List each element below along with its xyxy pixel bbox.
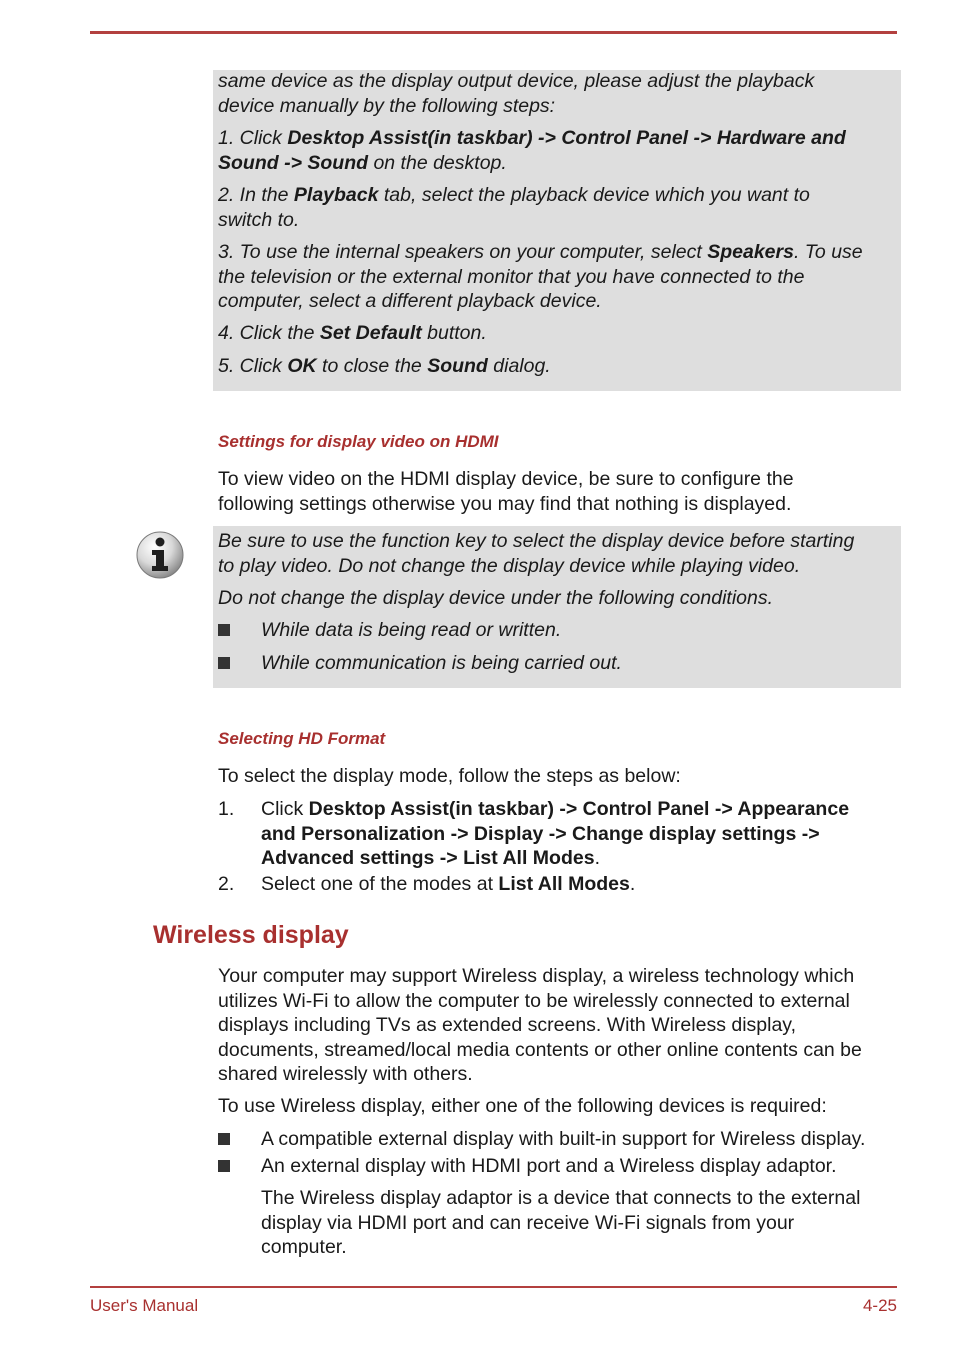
note-step-4: 4. Click the Set Default button.: [218, 322, 487, 344]
step-number: 2.: [218, 873, 235, 895]
note-paragraph: same device as the display output device, please adjust the playback device manually by the following steps:: [218, 70, 815, 117]
bullet-square: [218, 1133, 230, 1145]
bullet-square: [218, 657, 230, 669]
note-step-1: 1. Click Desktop Assist(in taskbar) -> Control Panel -> Hardware and Sound -> Sound on the desktop.: [218, 127, 846, 174]
list-item: A compatible external display with built-in support for Wireless display.: [261, 1128, 866, 1150]
section-heading-wireless-display: Wireless display: [153, 921, 349, 949]
footer-rule: [90, 1286, 897, 1288]
info-icon: [136, 531, 184, 579]
list-item: An external display with HDMI port and a Wireless display adaptor.: [261, 1155, 837, 1177]
note-step-2: 2. In the Playback tab, select the playback device which you want to switch to.: [218, 184, 810, 231]
note-paragraph: Be sure to use the function key to select the display device before starting to play video. Do not change the display device while playing video.: [218, 530, 855, 577]
note-step-5: 5. Click OK to close the Sound dialog.: [218, 355, 551, 377]
footer-page-number: 4-25: [862, 1296, 897, 1315]
footer-manual-title: User's Manual: [90, 1296, 199, 1315]
note-step-3: 3. To use the internal speakers on your computer, select Speakers. To use the television or the external monitor that you have connected to the computer, select a different playback device.: [218, 241, 863, 312]
list-item: Select one of the modes at List All Modes.: [261, 873, 636, 895]
header-rule: [90, 31, 897, 34]
hdmi-settings-paragraph: To view video on the HDMI display device, be sure to configure the following settings otherwise you may find that nothing is displayed.: [218, 468, 794, 515]
subheading-hd-format: Selecting HD Format: [218, 729, 386, 748]
step-number: 1.: [218, 798, 235, 820]
list-item: While data is being read or written.: [261, 619, 562, 641]
note-paragraph: Do not change the display device under the following conditions.: [218, 587, 774, 609]
adaptor-note: The Wireless display adaptor is a device that connects to the external display via HDMI port and can receive Wi-Fi signals from your computer.: [261, 1187, 861, 1258]
wireless-requirements: To use Wireless display, either one of the following devices is required:: [218, 1095, 827, 1117]
list-item: While communication is being carried out.: [261, 652, 622, 674]
bullet-square: [218, 1160, 230, 1172]
list-item: Click Desktop Assist(in taskbar) -> Control Panel -> Appearance and Personalization -> Display -> Change display settings -> Advanced settings -> List All Modes.: [261, 798, 850, 869]
wireless-paragraph: Your computer may support Wireless display, a wireless technology which utilizes Wi-Fi to allow the computer to be wirelessly connected to external displays including TVs as extended screens. With Wireless display, documents, streamed/local media contents or other online contents can be shared wirelessly with others.: [218, 965, 862, 1085]
bullet-square: [218, 624, 230, 636]
hd-format-intro: To select the display mode, follow the steps as below:: [218, 765, 681, 787]
subheading-hdmi-settings: Settings for display video on HDMI: [218, 432, 499, 451]
